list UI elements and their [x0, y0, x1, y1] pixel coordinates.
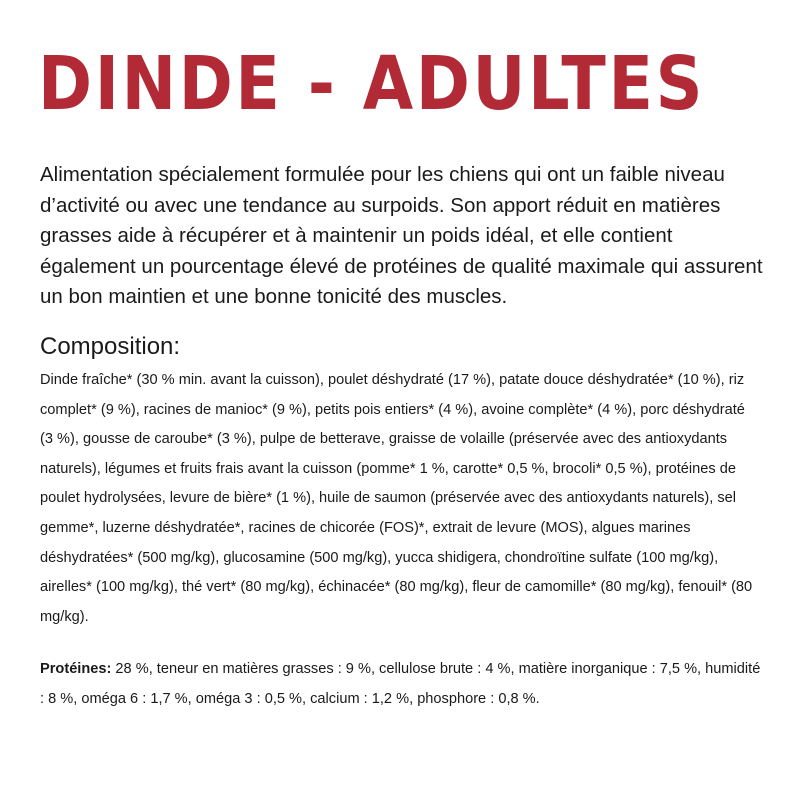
analysis-values: 28 %, teneur en matières grasses : 9 %, cellulose brute : 4 %, matière inorganique : 7,5 %, humidité : 8 %, oméga 6 : 1,7 %, oméga 3 : 0,5 %, calcium : 1,2 %, phosphore : 0,8 %.	[40, 661, 761, 707]
analytical-constituents	[40, 654, 762, 714]
analysis-label: Protéines:	[40, 661, 112, 677]
product-title: DINDE - ADULTES	[38, 41, 706, 127]
composition-text: Dinde fraîche* (30 % min. avant la cuisson), poulet déshydraté (17 %), patate douce déshydratée* (10 %), riz complet* (9 %), racines de manioc* (9 %), petits pois entiers* (4 %), avoine complète* (4 %), porc déshydraté (3 %), gousse de caroube* (3 %), pulpe de betterave, graisse de volaille (préservée avec des antioxydants naturels), légumes et fruits frais avant la cuisson (pomme* 1 %, carotte* 0,5 %, brocoli* 0,5 %), protéines de poulet hydrolysées, levure de bière* (1 %), huile de saumon (préservée avec des antioxydants naturels), sel gemme*, luzerne déshydratée*, racines de chicorée (FOS)*, extrait de levure (MOS), algues marines déshydratées* (500 mg/kg), glucosamine (500 mg/kg), yucca shidigera, chondroïtine sulfate (100 mg/kg), airelles* (100 mg/kg), thé vert* (80 mg/kg), échinacée* (80 mg/kg), fleur de camomille* (80 mg/kg), fenouil* (80 mg/kg).	[40, 372, 753, 625]
product-description: Alimentation spécialement formulée pour les chiens qui ont un faible niveau d’activité ou avec une tendance au surpoids. Son apport réduit en matières grasses aide à récupérer et à maintenir un poids idéal, et elle contient également un pourcentage élevé de protéines de qualité maximale qui assurent un bon maintien et une bonne tonicité des muscles.	[40, 163, 763, 308]
composition-heading: Composition:	[40, 333, 181, 360]
